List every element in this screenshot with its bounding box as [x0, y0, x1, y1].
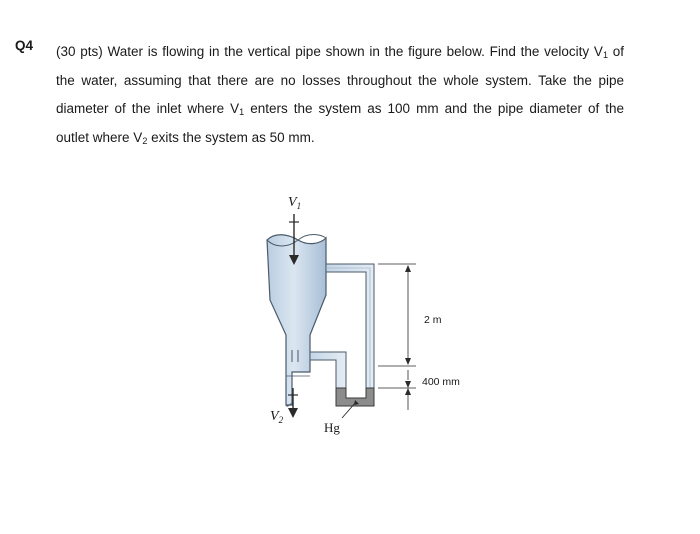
dim-2m-arrow-bottom	[405, 358, 411, 365]
v1-label: $V_1$	[288, 195, 302, 211]
question-line-3-tail: enters the system as 100 mm and the pipe diameter of the	[250, 101, 624, 117]
dim-2m-label: 2 m	[424, 314, 442, 326]
dim-400mm-arrow-bottom	[405, 381, 411, 388]
question-line-4-text: outlet where V	[56, 129, 143, 145]
dim-400mm-arrow-top	[405, 388, 411, 395]
question-number: Q4	[15, 38, 34, 53]
dim-400mm-label: 400 mm	[422, 376, 460, 388]
dim-2m-arrow-top	[405, 265, 411, 272]
manometer-tube-upper-inner	[326, 268, 370, 398]
question-line-4-tail: exits the system as 50 mm.	[151, 129, 315, 145]
question-line-1-text: Water is flowing in the vertical pipe shown in the figure below. Find the velocity V	[107, 44, 603, 59]
question-line-2: the water, assuming that there are no losses throughout the whole system. Take the pipe	[56, 72, 624, 88]
v2-label: $V_2$	[270, 409, 284, 425]
question-line-3-text: diameter of the inlet where V	[56, 101, 240, 117]
v2-arrowhead	[288, 408, 298, 418]
v1-subscript-2: 1	[239, 107, 245, 118]
manometer-tube-upper	[326, 264, 374, 398]
hg-label: Hg	[324, 420, 340, 435]
v2-subscript: 2	[142, 135, 148, 146]
question-points: (30 pts)	[56, 44, 103, 59]
v1-subscript: 1	[602, 50, 608, 60]
question-line-1-tail: of	[612, 44, 624, 59]
main-pipe	[267, 235, 326, 405]
